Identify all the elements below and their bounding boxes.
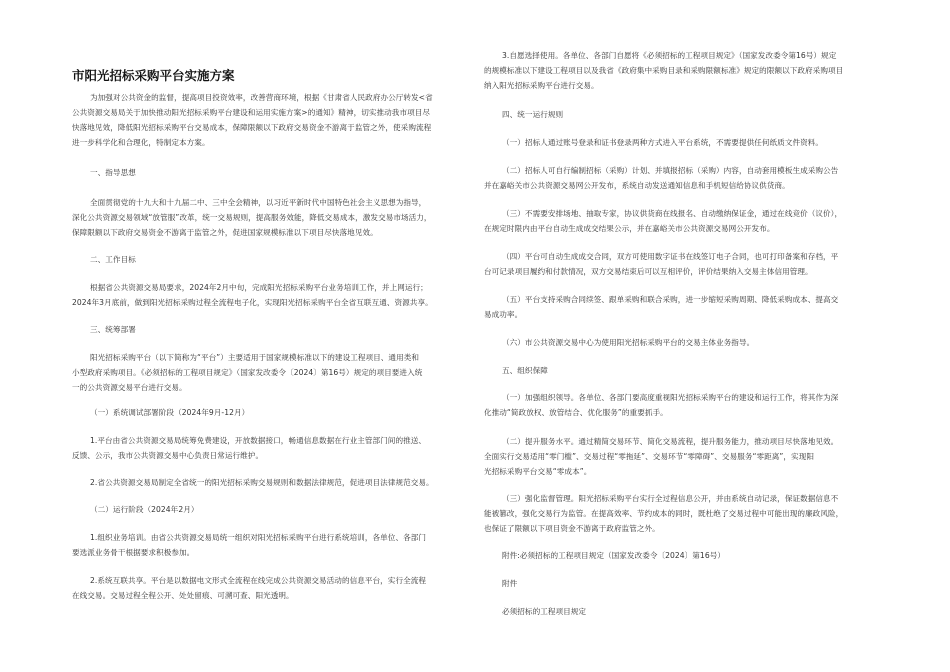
- guiding-line-1: 全面贯彻党的十九大和十九届二中、三中全会精神，以习近平新时代中国特色社会主义思想为指导，: [90, 198, 427, 207]
- support-item-1-line-2: 化推动“简政放权、放管结合、优化服务”的重要抓手。: [484, 408, 668, 417]
- support-item-2-line-2: 全面实行交易适用“零门槛”、交易过程“零拖延”、交易环节“零障碍”、交易服务“零距离”，实现阳: [484, 452, 814, 461]
- debug-item-2: 2.省公共资源交易局制定全省统一的阳光招标采购交易规则和数据法律规范，促进项目法律规范交易。: [90, 478, 434, 487]
- attachment-note: 附件:必须招标的工程项目规定（国家发改委令〔2024〕第16号）: [502, 551, 725, 560]
- goals-line-1: 根据省公共资源交易局要求，2024年2月中旬，完成阳光招标采购平台业务培训工作，并上网运行；: [90, 283, 428, 292]
- section-heading-goals: 二、工作目标: [90, 255, 136, 264]
- rules-item-5-line-2: 易成功率。: [484, 310, 523, 319]
- support-item-3-line-2: 能被篡改，强化交易行为监管。在提高效率、节约成本的同时，既杜绝了交易过程中可能出现的廉政风险，: [484, 509, 844, 518]
- rules-item-5-line-1: （五）平台支持采购合同续签、跟单采购和联合采购，进一步缩短采购周期、降低采购成本、提高交: [502, 295, 839, 304]
- operation-item-3-line-3: 纳入阳光招标采购平台进行交易。: [484, 81, 599, 90]
- attachment-label: 附件: [502, 579, 518, 588]
- operation-item-2-line-2: 在线交易。交易过程全程公开、处处留痕、可溯可查、阳光透明。: [72, 591, 294, 600]
- debug-item-1-line-2: 反馈、公示，我市公共资源交易中心负责日常运行维护。: [72, 451, 264, 460]
- rules-item-6: （六）市公共资源交易中心为使用阳光招标采购平台的交易主体业务指导。: [502, 338, 755, 347]
- rules-item-3-line-1: （三）不需要安排场地、抽取专家，协议供货商在线报名、自动缴纳保证金，通过在线竞价（议价），: [502, 209, 843, 218]
- attachment-title: 必须招标的工程项目规定: [502, 607, 587, 616]
- section-heading-support: 五、组织保障: [502, 366, 548, 375]
- deployment-line-3: 一的公共资源交易平台进行交易。: [72, 383, 187, 392]
- guiding-line-3: 保障限额以下政府交易资金不游离于监管之外，促进国家规模标准以下项目尽快落地见效。: [72, 228, 378, 237]
- deployment-line-1: 阳光招标采购平台（以下简称为“平台”）主要适用于国家规模标准以下的建设工程项目、通用类和: [90, 353, 419, 362]
- operation-item-1-line-2: 要选派业务骨干根据要求积极参加。: [72, 548, 195, 557]
- section-heading-deployment: 三、统筹部署: [90, 325, 136, 334]
- section-heading-guiding: 一、指导思想: [90, 168, 136, 177]
- section-heading-rules: 四、统一运行规则: [502, 110, 564, 119]
- guiding-line-2: 深化公共资源交易领域“放管服”改革，统一交易规则，提高服务效能，降低交易成本，激发交易市场活力，: [72, 213, 432, 222]
- document-title: 市阳光招标采购平台实施方案: [72, 68, 235, 83]
- subsection-heading-debug: （一）系统调试部署阶段（2024年9月-12月）: [90, 408, 250, 417]
- intro-line-3: 快落地见效，降低阳光招标采购平台交易成本，保障限额以下政府交易资金不游离于监管之外，使采购流程: [72, 123, 432, 132]
- intro-line-4: 进一步科学化和合理化，特制定本方案。: [72, 138, 210, 147]
- intro-line-1: 为加强对公共资金的监督，提高项目投资效率，改善营商环境，根据《甘肃省人民政府办公厅转发<省: [90, 93, 433, 102]
- support-item-1-line-1: （一）加强组织领导。各单位、各部门要高度重视阳光招标采购平台的建设和运行工作，将其作为深: [502, 393, 839, 402]
- intro-line-2: 公共资源交易局关于加快推动阳光招标采购平台建设和运用实施方案>的通知》精神，切实推动我市项目尽: [72, 108, 431, 117]
- operation-item-3-line-1: 3.自愿选择使用。各单位、各部门自愿将《必须招标的工程项目规定》（国家发改委令第16号）规定: [502, 51, 837, 60]
- rules-item-2-line-2: 并在嘉峪关市公共资源交易网公开发布，系统自动发送通知信息和手机短信给协议供货商。: [484, 181, 790, 190]
- rules-item-4-line-1: （四）平台可自动生成成交合同，双方可使用数字证书在线签订电子合同，也可打印备案和存档，平: [502, 252, 839, 261]
- deployment-line-2: 小型政府采购项目。《必须招标的工程项目规定》（国家发改委令〔2024〕第16号）规定的项目要进入统: [72, 368, 423, 377]
- debug-item-1-line-1: 1.平台由省公共资源交易局统筹免费建设，开放数据接口，畅通信息数据在行业主管部门间的推送、: [90, 436, 427, 445]
- rules-item-4-line-2: 台可记录项目履约和付款情况，双方交易结束后可以互相评价，评价结果纳入交易主体信用管理。: [484, 267, 813, 276]
- goals-line-2: 2024年3月底前，做到阳光招标采购过程全流程电子化，实现阳光招标采购平台全省互联互通、资源共享。: [72, 298, 433, 307]
- operation-item-3-line-2: 的规模标准以下建设工程项目以及我省《政府集中采购目录和采购限额标准》规定的限额以下政府采购项目: [484, 66, 844, 75]
- rules-item-1: （一）招标人通过账号登录和证书登录两种方式进入平台系统，不需要提供任何纸质文件资料。: [502, 138, 824, 147]
- operation-item-2-line-1: 2.系统互联共享。平台是以数据电文形式全流程在线完成公共资源交易活动的信息平台，实行全流程: [90, 576, 427, 585]
- rules-item-2-line-1: （二）招标人可自行编制招标（采购）计划、并填报招标（采购）内容，自动套用模板生成采购公告: [502, 166, 839, 175]
- rules-item-3-line-2: 在规定时限内由平台自动生成成交结果公示，并在嘉峪关市公共资源交易网公开发布。: [484, 224, 775, 233]
- support-item-3-line-1: （三）强化监督管理。阳光招标采购平台实行全过程信息公开，并由系统自动记录，保证数据信息不: [502, 494, 839, 503]
- support-item-3-line-3: 也保证了限额以下项目资金不游离于政府监管之外。: [484, 524, 660, 533]
- support-item-2-line-3: 光招标采购平台交易“零成本”。: [484, 467, 592, 476]
- subsection-heading-operation: （二）运行阶段（2024年2月）: [90, 505, 199, 514]
- support-item-2-line-1: （二）提升服务水平。通过精简交易环节、简化交易流程，提升服务能力，推动项目尽快落地见效。: [502, 437, 839, 446]
- operation-item-1-line-1: 1.组织业务培训。由省公共资源交易局统一组织对阳光招标采购平台进行系统培训，各单位、各部门: [90, 533, 427, 542]
